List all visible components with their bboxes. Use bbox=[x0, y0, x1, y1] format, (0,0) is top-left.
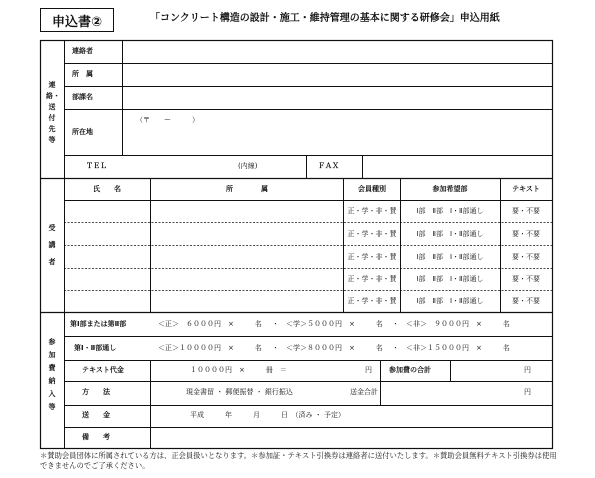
text-fee-yen: 円 bbox=[365, 366, 372, 374]
both-student-fee: ・ ＜学＞８０００円 × 名 bbox=[272, 344, 383, 352]
member-type-choice[interactable]: 正・学・非・賛 bbox=[347, 275, 397, 283]
member-type-choice[interactable]: 正・学・非・賛 bbox=[347, 297, 397, 305]
total-fee-yen: 円 bbox=[524, 366, 531, 374]
part-choice[interactable]: Ⅰ部 Ⅱ部 Ⅰ・Ⅱ部通し bbox=[416, 297, 484, 305]
text-choice[interactable]: 要・不要 bbox=[512, 207, 540, 215]
contact-section-label: 連絡・送付先等 bbox=[46, 81, 60, 144]
method-label: 方 法 bbox=[82, 388, 110, 396]
remittance-total-label: 送金合計 bbox=[350, 388, 378, 396]
total-fee-label: 参加費の合計 bbox=[389, 366, 431, 374]
text-fee-formula: １００００円 × 冊 ＝ bbox=[190, 366, 287, 374]
text-choice[interactable]: 要・不要 bbox=[512, 275, 540, 283]
text-header: テキスト bbox=[512, 185, 540, 193]
both-regular-fee: ＜正＞１００００円 × 名 bbox=[158, 344, 262, 352]
text-choice[interactable]: 要・不要 bbox=[512, 297, 540, 305]
postal-code-field[interactable]: （〒 ー ） bbox=[136, 116, 199, 124]
text-choice[interactable]: 要・不要 bbox=[512, 253, 540, 261]
remittance-label: 送 金 bbox=[82, 411, 110, 419]
both-parts-label: 第Ⅰ・Ⅱ部通し bbox=[74, 344, 117, 352]
member-type-choice[interactable]: 正・学・非・賛 bbox=[347, 207, 397, 215]
affiliation-header: 所 属 bbox=[226, 185, 268, 193]
part-header: 参加希望部 bbox=[432, 185, 468, 193]
remittance-total-yen: 円 bbox=[524, 388, 531, 396]
form-number-badge: 申込書② bbox=[40, 8, 114, 32]
part-choice[interactable]: Ⅰ部 Ⅱ部 Ⅰ・Ⅱ部通し bbox=[416, 275, 484, 283]
part-choice[interactable]: Ⅰ部 Ⅱ部 Ⅰ・Ⅱ部通し bbox=[416, 253, 484, 261]
affiliation-label: 所 属 bbox=[72, 70, 93, 78]
part1or2-regular-fee: ＜正＞ ６０００円 × 名 bbox=[158, 320, 262, 328]
member-type-header: 会員種別 bbox=[358, 185, 386, 193]
fax-label: ＦＡＸ bbox=[318, 162, 339, 170]
address-label: 所在地 bbox=[72, 128, 93, 136]
part1or2-nonmember-fee: ・ ＜非＞ ９０００円 × 名 bbox=[392, 320, 510, 328]
tel-label: ＴＥＬ bbox=[86, 162, 107, 170]
notes-label: 備 考 bbox=[82, 433, 110, 441]
part-choice[interactable]: Ⅰ部 Ⅱ部 Ⅰ・Ⅱ部通し bbox=[416, 230, 484, 238]
payment-method-options[interactable]: 現金書留 ・ 郵便振替 ・ 銀行振込 bbox=[186, 388, 293, 396]
liaison-label: 連絡者 bbox=[72, 47, 93, 55]
member-type-choice[interactable]: 正・学・非・賛 bbox=[347, 230, 397, 238]
part-choice[interactable]: Ⅰ部 Ⅱ部 Ⅰ・Ⅱ部通し bbox=[416, 207, 484, 215]
form-title: 「コンクリート構造の設計・施工・維持管理の基本に関する研修会」申込用紙 bbox=[150, 13, 500, 24]
fees-section-label: 参加費納入等 bbox=[48, 338, 56, 411]
part1or2-student-fee: ・ ＜学＞５０００円 × 名 bbox=[272, 320, 383, 328]
text-choice[interactable]: 要・不要 bbox=[512, 230, 540, 238]
attendees-section-label: 受講者 bbox=[48, 224, 56, 266]
remittance-date[interactable]: 平成 年 月 日 （済み ・ 予定） bbox=[190, 411, 345, 419]
extension-label: (内線) bbox=[238, 162, 258, 170]
footnote: ＊賛助会員団体に所属されている方は、正会員扱いとなります。＊参加証・テキスト引換券は連絡者に送付いたします。＊賛助会員無料テキスト引換券は使用できませんのでご了承ください。 bbox=[40, 451, 557, 470]
text-fee-label: テキスト代金 bbox=[82, 366, 124, 374]
department-label: 部課名 bbox=[72, 93, 93, 101]
member-type-choice[interactable]: 正・学・非・賛 bbox=[347, 253, 397, 261]
part1or2-label: 第Ⅰ部または第Ⅱ部 bbox=[70, 320, 127, 328]
both-nonmember-fee: ・ ＜非＞１５０００円 × 名 bbox=[392, 344, 510, 352]
name-header: 氏 名 bbox=[93, 185, 121, 193]
